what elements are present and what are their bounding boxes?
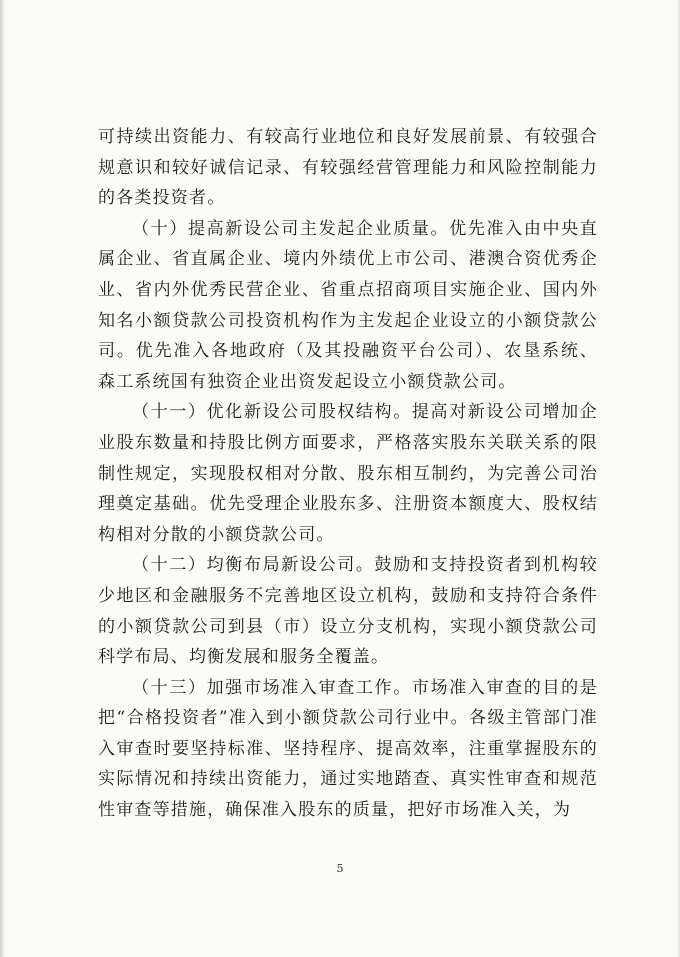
- paragraph-item-11: （十一）优化新设公司股权结构。提高对新设公司增加企业股东数量和持股比例方面要求，严格落实股东关联关系的限制性规定，实现股权相对分散、股东相互制约，为完善公司治理奠定基础。优先受理企业股东多、注册资本额度大、股权结构相对分散的小额贷款公司。: [98, 402, 598, 545]
- paragraph-continuation: 可持续出资能力、有较高行业地位和良好发展前景、有较强合规意识和较好诚信记录、有较强经营管理能力和风险控制能力的各类投资者。: [98, 127, 598, 209]
- paragraph-item-13: （十三）加强市场准入审查工作。市场准入审查的目的是把“合格投资者”准入到小额贷款公司行业中。各级主管部门准入审查时要坚持标准、坚持程序、提高效率，注重掌握股东的实际情况和持续出资能力，通过实地踏查、真实性审查和规范性审查等措施，确保准入股东的质量，把好市场准入关，为: [98, 677, 598, 821]
- paragraph-item-10: （十）提高新设公司主发起企业质量。优先准入由中央直属企业、省直属企业、境内外绩优上市公司、港澳合资优秀企业、省内外优秀民营企业、省重点招商项目实施企业、国内外知名小额贷款公司投资机构作为主发起企业设立的小额贷款公司。优先准入各地政府（及其投融资平台公司）、农垦系统、森工系统国有独资企业出资发起设立小额贷款公司。: [98, 218, 598, 392]
- paragraph-item-12: （十二）均衡布局新设公司。鼓励和支持投资者到机构较少地区和金融服务不完善地区设立机构，鼓励和支持符合条件的小额贷款公司到县（市）设立分支机构，实现小额贷款公司科学布局、均衡发展和服务全覆盖。: [98, 555, 598, 668]
- body-text: [98, 122, 598, 826]
- scan-edge-left: [0, 0, 5, 957]
- page-number: 5: [336, 862, 344, 875]
